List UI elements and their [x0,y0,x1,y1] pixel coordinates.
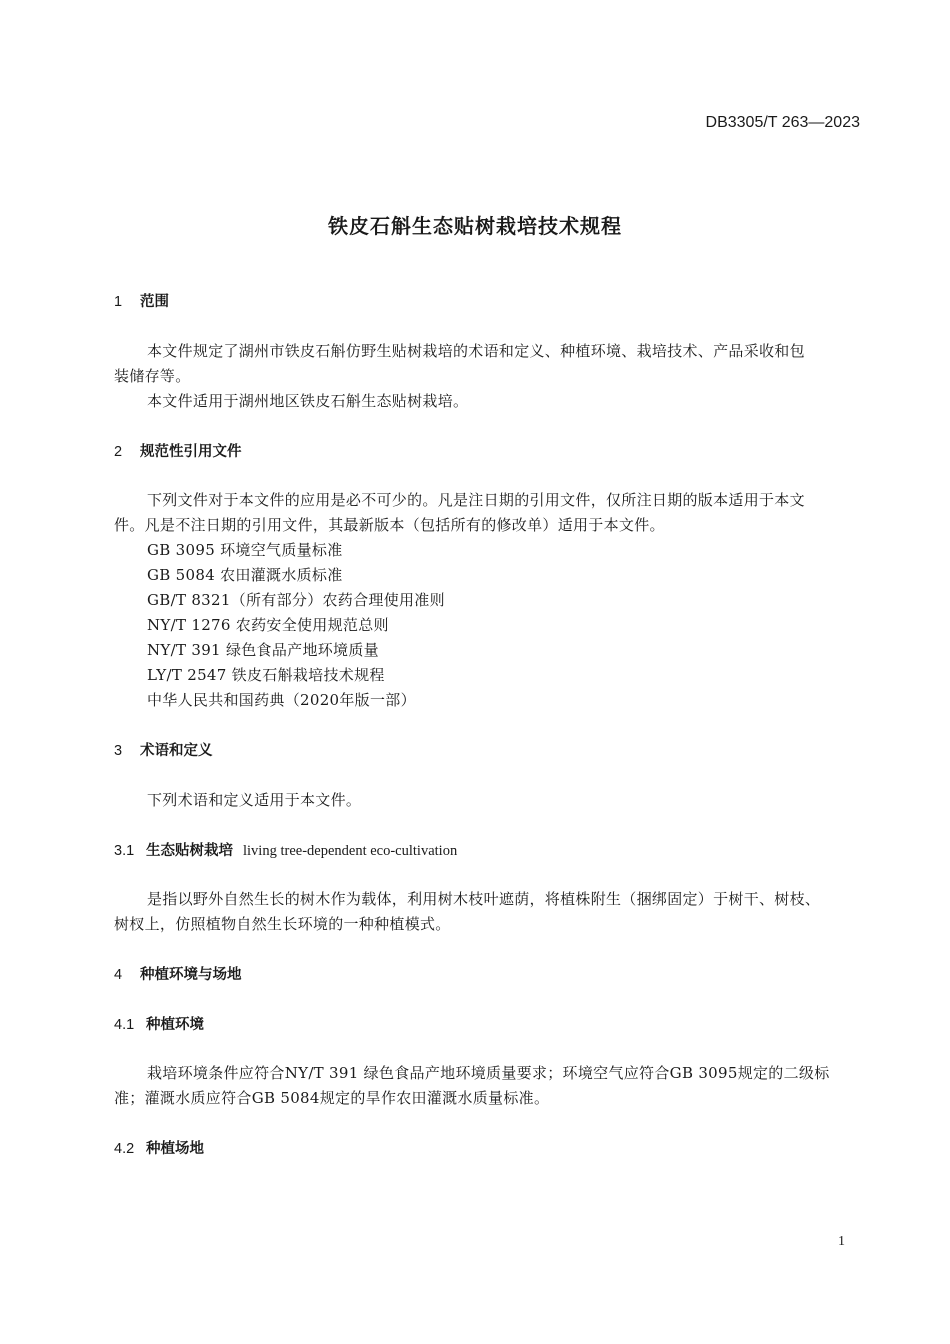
paragraph-line: 件。凡是不注日期的引用文件，其最新版本（包括所有的修改单）适用于本文件。 [114,516,665,534]
paragraph-line: 下列术语和定义适用于本文件。 [147,791,362,809]
paragraph-line: 本文件规定了湖州市铁皮石斛仿野生贴树栽培的术语和定义、种植环境、栽培技术、产品采收和包 [147,342,805,360]
subsection-title: 种植场地 [146,1141,204,1157]
paragraph-line: 装储存等。 [114,367,191,385]
section-2-heading [114,440,242,461]
subsection-4-2-heading [114,1137,204,1158]
section-3-heading [114,739,213,760]
document-code: DB3305/T 263—2023 [705,114,860,131]
paragraph-line: 是指以野外自然生长的树木作为载体，利用树木枝叶遮荫，将植株附生（捆绑固定）于树干、树枝、 [147,890,821,908]
section-number: 4 [114,967,123,983]
paragraph-line: 树杈上，仿照植物自然生长环境的一种种植模式。 [114,915,451,933]
reference-item: NY/T 1276 农药安全使用规范总则 [147,616,389,634]
reference-item: 中华人民共和国药典（2020年版一部） [147,691,416,709]
paragraph-line: 栽培环境条件应符合NY/T 391 绿色食品产地环境质量要求；环境空气应符合GB 3095规定的二级标 [147,1064,830,1082]
reference-item: LY/T 2547 铁皮石斛栽培技术规程 [147,666,385,684]
section-number: 1 [114,294,123,310]
section-4-heading [114,963,242,984]
subsection-4-1-heading [114,1013,204,1034]
document-title: 铁皮石斛生态贴树栽培技术规程 [328,214,622,238]
section-title: 范围 [140,294,169,310]
reference-item: GB 3095 环境空气质量标准 [147,541,343,559]
section-title: 种植环境与场地 [140,967,242,983]
section-1-heading [114,290,169,311]
subsection-number: 3.1 [114,843,135,859]
reference-item: GB/T 8321（所有部分）农药合理使用准则 [147,591,445,609]
subsection-number: 4.1 [114,1017,135,1033]
paragraph-line: 本文件适用于湖州地区铁皮石斛生态贴树栽培。 [147,392,469,410]
term-english: living tree-dependent eco-cultivation [243,843,458,859]
subsection-3-1-heading [114,839,457,860]
reference-item: GB 5084 农田灌溉水质标准 [147,566,343,584]
subsection-number: 4.2 [114,1141,135,1157]
paragraph-line: 下列文件对于本文件的应用是必不可少的。凡是注日期的引用文件，仅所注日期的版本适用于本文 [147,491,805,509]
page-number: 1 [838,1234,845,1249]
section-number: 2 [114,444,123,460]
section-number: 3 [114,743,123,759]
subsection-title: 种植环境 [146,1017,204,1033]
subsection-title: 生态贴树栽培 [146,843,233,859]
paragraph-line: 准；灌溉水质应符合GB 5084规定的旱作农田灌溉水质量标准。 [114,1089,550,1107]
section-title: 术语和定义 [140,743,213,759]
reference-item: NY/T 391 绿色食品产地环境质量 [147,641,379,659]
section-title: 规范性引用文件 [140,444,242,460]
